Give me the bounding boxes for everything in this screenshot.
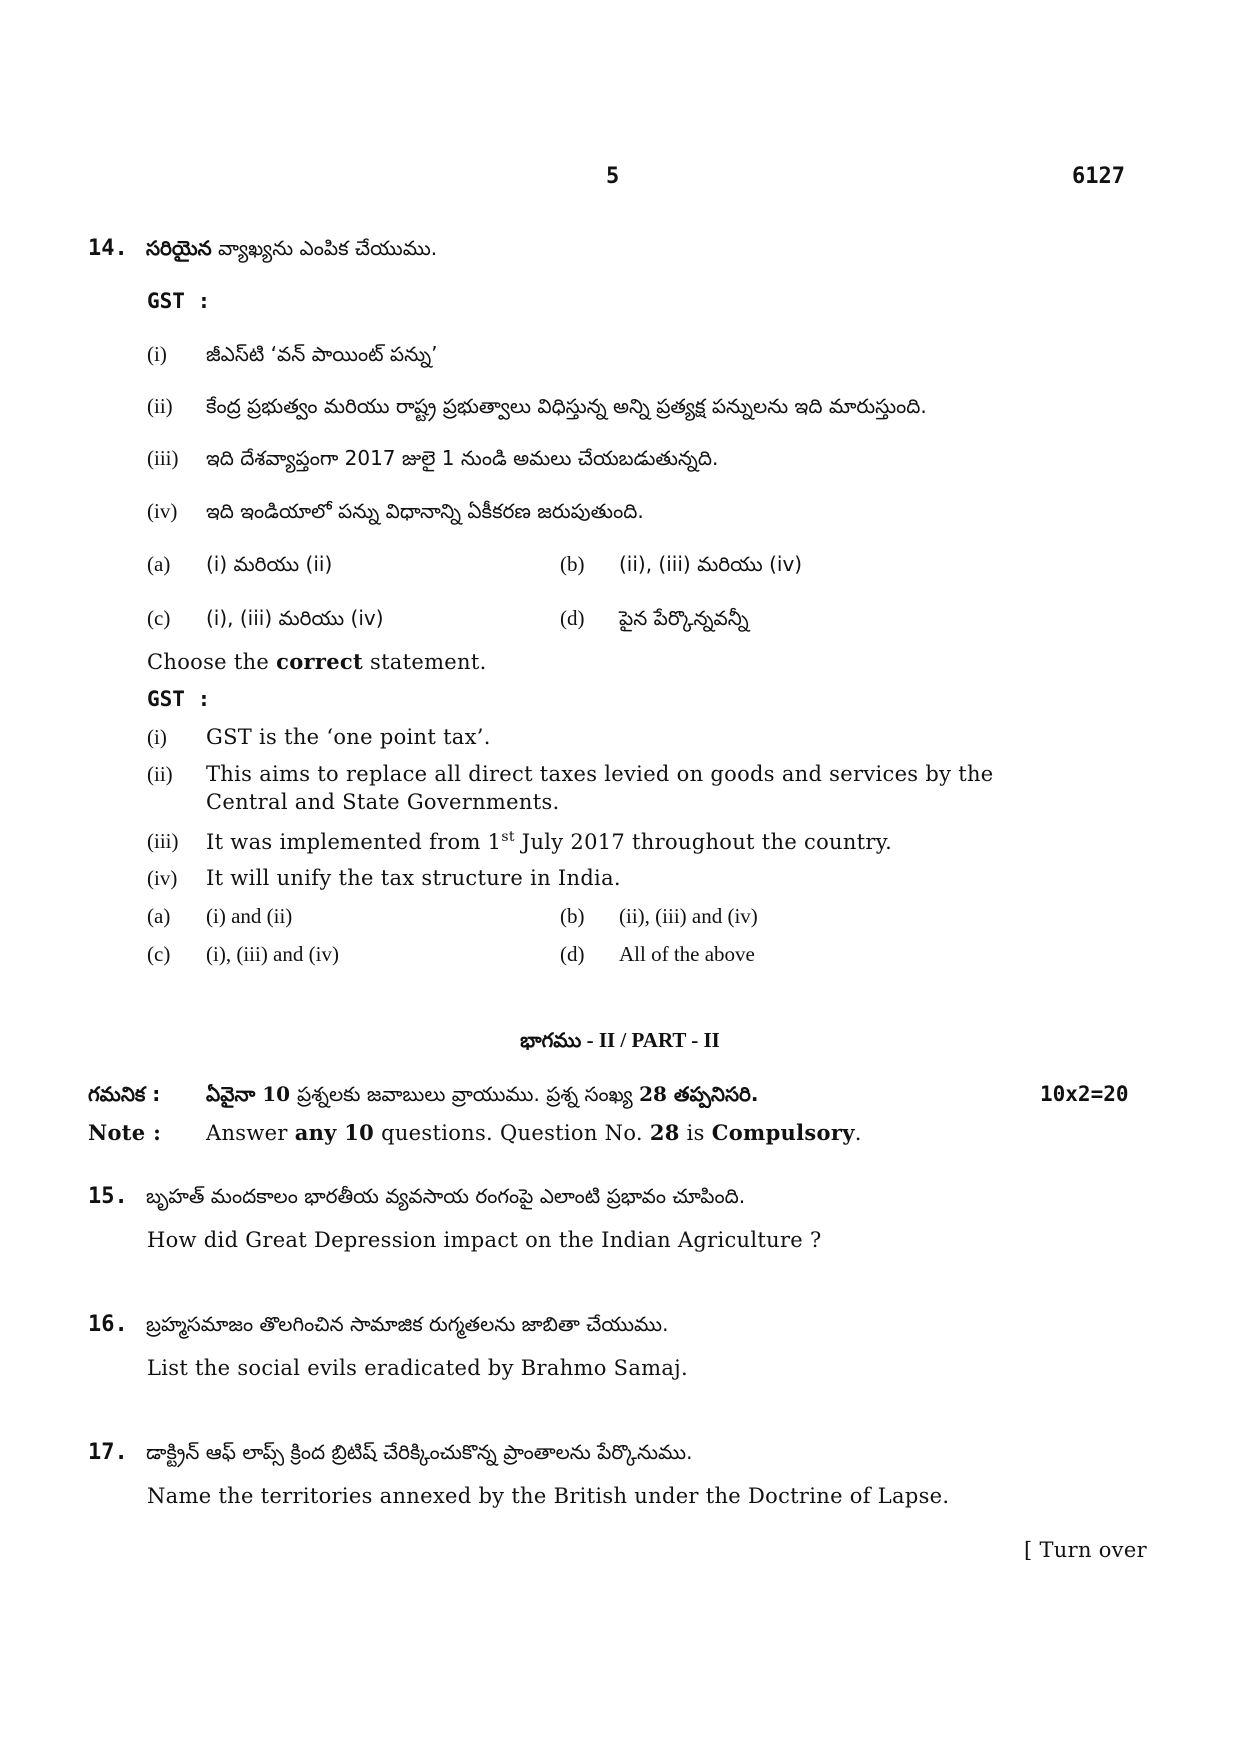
statement-text: జీఎస్‌టి ‘వన్ పాయింట్ పన్ను’ xyxy=(206,342,438,366)
stem-bold: correct xyxy=(276,649,364,674)
question-number: 14. xyxy=(88,236,128,261)
statement-roman: (ii) xyxy=(147,762,173,786)
stem-rest: వ్యాఖ్యను ఎంపిక చేయుము. xyxy=(211,236,438,260)
statement-text: ఇది ఇండియాలో పన్ను విధానాన్ని ఏకీకరణ జరుపుతుంది. xyxy=(206,499,644,523)
note-mid: is xyxy=(679,1121,712,1145)
stem-pre: Choose the xyxy=(147,650,277,674)
note-num2: 28 xyxy=(639,1082,667,1106)
note-post: . xyxy=(854,1121,862,1145)
statement-text: కేంద్ర ప్రభుత్వం మరియు రాష్ట్ర ప్రభుత్వాలు విధిస్తున్న అన్ని ప్రత్యక్ష పన్నులను ఇది మారుస్తుంది. xyxy=(206,394,927,418)
statement-roman: (iii) xyxy=(147,446,179,470)
option-key: (b) xyxy=(560,904,585,928)
part-heading xyxy=(0,1028,1240,1057)
gst-label-telugu: GST : xyxy=(147,289,211,313)
note-mid: ప్రశ్నలకు జవాబులు వ్రాయుము. ప్రశ్న సంఖ్య xyxy=(297,1082,640,1106)
question-english: How did Great Depression impact on the Indian Agriculture ? xyxy=(147,1228,822,1252)
note-mid: questions. Question No. xyxy=(374,1121,650,1145)
gst-label-english: GST : xyxy=(147,687,211,711)
option-key: (d) xyxy=(560,606,585,630)
option-text: (i) మరియు (ii) xyxy=(206,552,333,576)
option-text: All of the above xyxy=(619,942,755,966)
statement-text xyxy=(206,829,892,854)
marks: 10x2=20 xyxy=(1040,1082,1129,1106)
option-key: (b) xyxy=(560,552,585,576)
option-key: (c) xyxy=(147,606,171,630)
option-text: (i) and (ii) xyxy=(206,904,293,928)
part-heading-english: - II / PART - II xyxy=(581,1028,720,1052)
question-english: List the social evils eradicated by Brahmo Samaj. xyxy=(147,1356,688,1380)
superscript: st xyxy=(501,829,515,845)
question-english: Name the territories annexed by the British under the Doctrine of Lapse. xyxy=(147,1484,950,1508)
statement-text-cont: Central and State Governments. xyxy=(206,790,560,814)
stem-bold: సరియైన xyxy=(146,236,212,260)
option-key: (d) xyxy=(560,942,585,966)
option-key: (c) xyxy=(147,942,171,966)
page-number: 5 xyxy=(606,164,620,189)
statement-text: This aims to replace all direct taxes levied on goods and services by the xyxy=(206,762,994,786)
statement-roman: (iii) xyxy=(147,829,179,853)
statement-text: It will unify the tax structure in India. xyxy=(206,866,621,890)
note-bold: 28 xyxy=(649,1120,680,1145)
statement-roman: (i) xyxy=(147,342,167,366)
option-text: పైన పేర్కొన్నవన్నీ xyxy=(619,606,749,630)
note-label-english: Note : xyxy=(88,1120,162,1145)
question-number: 16. xyxy=(88,1312,128,1337)
note-pre: ఏవైనా xyxy=(206,1082,256,1106)
statement-text: GST is the ‘one point tax’. xyxy=(206,725,491,749)
note-text-telugu xyxy=(206,1082,758,1111)
question-number: 17. xyxy=(88,1440,128,1465)
question-telugu: డాక్ట్రిన్ ఆఫ్ లాప్స్ క్రింద బ్రిటిష్ చేరిక్కించుకొన్న ప్రాంతాలను పేర్కొనుము. xyxy=(146,1440,693,1464)
note-bold: Compulsory xyxy=(711,1120,855,1145)
option-key: (a) xyxy=(147,904,171,928)
text-post: July 2017 throughout the country. xyxy=(514,830,893,854)
stem-post: statement. xyxy=(363,650,487,674)
question-telugu: బృహత్ మందకాలం భారతీయ వ్యవసాయ రంగంపై ఎలాంటి ప్రభావం చూపింది. xyxy=(146,1184,746,1208)
part-heading-telugu: భాగము xyxy=(520,1028,582,1052)
statement-roman: (iv) xyxy=(147,499,178,523)
option-key: (a) xyxy=(147,552,171,576)
note-text-english xyxy=(206,1120,862,1145)
statement-roman: (iv) xyxy=(147,866,178,890)
note-num: 10 xyxy=(255,1082,297,1106)
question-number: 15. xyxy=(88,1184,128,1209)
question-telugu: బ్రహ్మసమాజం తొలగించిన సామాజిక రుగ్మతలను జాబితా చేయుము. xyxy=(146,1312,669,1336)
option-text: (ii), (iii) and (iv) xyxy=(619,904,758,928)
question-stem-english xyxy=(147,649,487,674)
question-stem-telugu xyxy=(146,236,437,265)
turn-over: [ Turn over xyxy=(1024,1538,1147,1562)
note-pre: Answer xyxy=(206,1121,295,1145)
note-label-telugu: గమనిక : xyxy=(88,1082,161,1106)
statement-roman: (i) xyxy=(147,725,167,749)
option-text: (i), (iii) and (iv) xyxy=(206,942,339,966)
statement-text: ఇది దేశవ్యాప్తంగా 2017 జులై 1 నుండి అమలు చేయబడుతున్నది. xyxy=(206,446,719,470)
paper-code: 6127 xyxy=(1072,164,1125,189)
text-pre: It was implemented from 1 xyxy=(206,830,502,854)
note-post: తప్పనిసరి. xyxy=(666,1082,759,1106)
statement-roman: (ii) xyxy=(147,394,173,418)
note-bold: any 10 xyxy=(294,1120,375,1145)
option-text: (i), (iii) మరియు (iv) xyxy=(206,606,384,630)
option-text: (ii), (iii) మరియు (iv) xyxy=(619,552,803,576)
